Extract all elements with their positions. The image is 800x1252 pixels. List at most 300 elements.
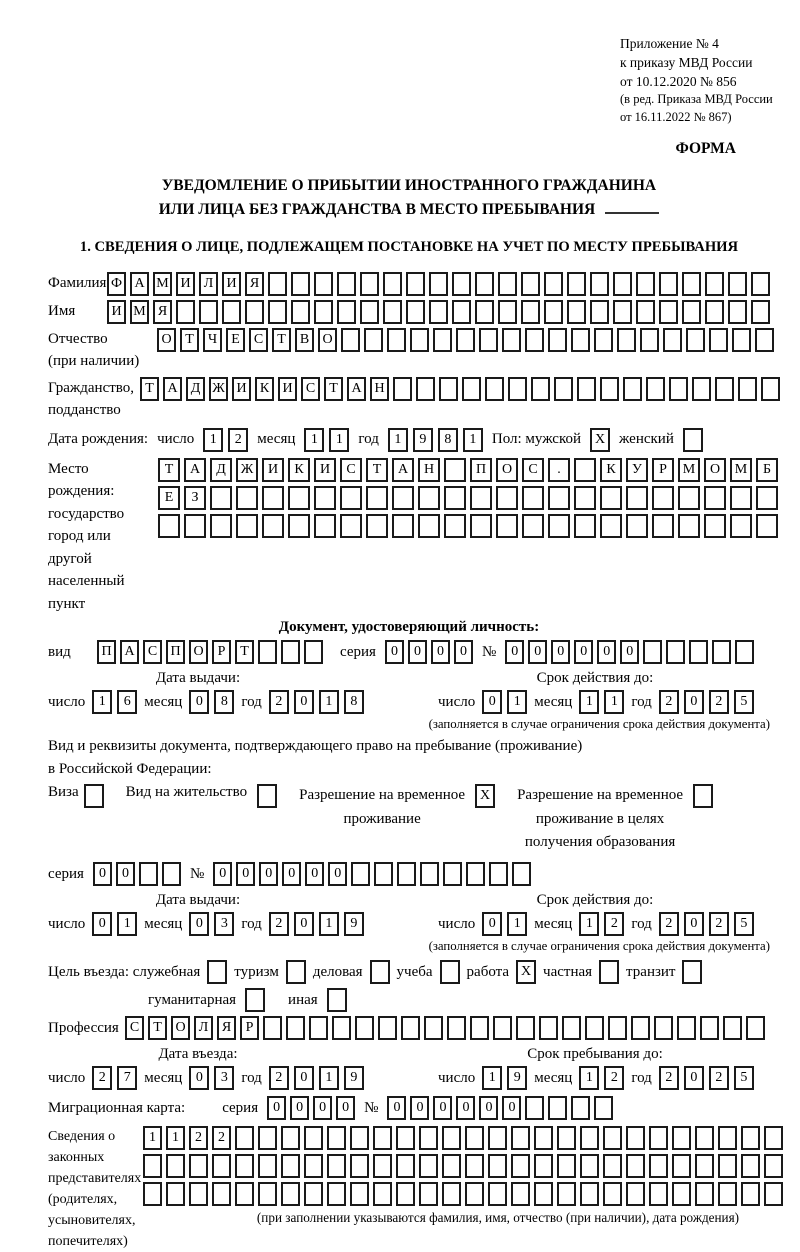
patronymic-cell[interactable] bbox=[686, 328, 705, 352]
representatives-cell[interactable] bbox=[396, 1154, 415, 1178]
citizenship-cell[interactable] bbox=[577, 377, 596, 401]
representatives-cell[interactable] bbox=[534, 1126, 553, 1150]
identity-valid-day-cell[interactable]: 1 bbox=[507, 690, 527, 714]
residence-number-cell[interactable]: 0 bbox=[259, 862, 278, 886]
representatives-cell[interactable] bbox=[603, 1126, 622, 1150]
identity-number-cell[interactable] bbox=[735, 640, 754, 664]
surname-cell[interactable] bbox=[567, 272, 586, 296]
birth-place-cell[interactable]: . bbox=[548, 458, 570, 482]
surname-cell[interactable] bbox=[475, 272, 494, 296]
representatives-cell[interactable] bbox=[649, 1154, 668, 1178]
firstname-cell[interactable] bbox=[222, 300, 241, 324]
patronymic-cell[interactable]: Е bbox=[226, 328, 245, 352]
purpose-tourism-checkbox[interactable] bbox=[286, 960, 306, 984]
residence-series-cell[interactable]: 0 bbox=[93, 862, 112, 886]
profession-cell[interactable] bbox=[263, 1016, 282, 1040]
birth-place-cell[interactable] bbox=[704, 486, 726, 510]
citizenship-cell[interactable]: И bbox=[278, 377, 297, 401]
firstname-cell[interactable] bbox=[383, 300, 402, 324]
citizenship-cell[interactable] bbox=[439, 377, 458, 401]
surname-cell[interactable]: И bbox=[222, 272, 241, 296]
profession-cell[interactable] bbox=[746, 1016, 765, 1040]
surname-cell[interactable]: И bbox=[176, 272, 195, 296]
citizenship-cell[interactable]: К bbox=[255, 377, 274, 401]
representatives-cell[interactable] bbox=[442, 1126, 461, 1150]
representatives-cell[interactable] bbox=[281, 1182, 300, 1206]
birth-place-cell[interactable]: О bbox=[496, 458, 518, 482]
birth-place-cell[interactable]: П bbox=[470, 458, 492, 482]
birth-year-cell[interactable]: 8 bbox=[438, 428, 458, 452]
representatives-cell[interactable] bbox=[166, 1154, 185, 1178]
profession-cell[interactable] bbox=[562, 1016, 581, 1040]
residence-valid-year-cell[interactable]: 5 bbox=[734, 912, 754, 936]
representatives-cell[interactable] bbox=[764, 1182, 783, 1206]
identity-valid-month-cell[interactable]: 1 bbox=[604, 690, 624, 714]
birth-place-cell[interactable] bbox=[340, 486, 362, 510]
profession-cell[interactable] bbox=[723, 1016, 742, 1040]
purpose-humanitarian-checkbox[interactable] bbox=[245, 988, 265, 1012]
firstname-cell[interactable] bbox=[199, 300, 218, 324]
citizenship-cell[interactable]: А bbox=[163, 377, 182, 401]
birth-place-cell[interactable] bbox=[418, 514, 440, 538]
entry-day-cell[interactable]: 7 bbox=[117, 1066, 137, 1090]
surname-cell[interactable] bbox=[337, 272, 356, 296]
birth-place-cell[interactable] bbox=[236, 486, 258, 510]
profession-cell[interactable] bbox=[516, 1016, 535, 1040]
birth-place-cell[interactable] bbox=[262, 486, 284, 510]
migration-number-cell[interactable]: 0 bbox=[502, 1096, 521, 1120]
representatives-cell[interactable] bbox=[580, 1126, 599, 1150]
patronymic-cell[interactable] bbox=[640, 328, 659, 352]
migration-number-cell[interactable]: 0 bbox=[410, 1096, 429, 1120]
residence-valid-year-cell[interactable]: 2 bbox=[709, 912, 729, 936]
birth-place-cell[interactable] bbox=[470, 486, 492, 510]
residence-valid-year-cell[interactable]: 0 bbox=[684, 912, 704, 936]
representatives-cell[interactable] bbox=[143, 1182, 162, 1206]
representatives-cell[interactable] bbox=[741, 1182, 760, 1206]
purpose-official-checkbox[interactable] bbox=[207, 960, 227, 984]
representatives-cell[interactable] bbox=[327, 1182, 346, 1206]
firstname-cell[interactable] bbox=[291, 300, 310, 324]
birth-place-cell[interactable] bbox=[496, 486, 518, 510]
birth-place-cell[interactable] bbox=[730, 514, 752, 538]
representatives-cell[interactable] bbox=[672, 1182, 691, 1206]
purpose-other-checkbox[interactable] bbox=[327, 988, 347, 1012]
representatives-cell[interactable] bbox=[603, 1182, 622, 1206]
profession-cell[interactable] bbox=[355, 1016, 374, 1040]
purpose-private-checkbox[interactable] bbox=[599, 960, 619, 984]
representatives-cell[interactable] bbox=[557, 1182, 576, 1206]
representatives-cell[interactable] bbox=[511, 1154, 530, 1178]
firstname-cell[interactable] bbox=[544, 300, 563, 324]
firstname-cell[interactable] bbox=[659, 300, 678, 324]
residence-issue-month-cell[interactable]: 0 bbox=[189, 912, 209, 936]
residence-series-cell[interactable]: 0 bbox=[116, 862, 135, 886]
patronymic-cell[interactable] bbox=[663, 328, 682, 352]
citizenship-cell[interactable] bbox=[600, 377, 619, 401]
patronymic-cell[interactable] bbox=[571, 328, 590, 352]
temp-residence-checkbox[interactable]: X bbox=[475, 784, 495, 808]
profession-cell[interactable] bbox=[539, 1016, 558, 1040]
surname-cell[interactable] bbox=[406, 272, 425, 296]
profession-cell[interactable] bbox=[424, 1016, 443, 1040]
birth-place-cell[interactable]: Н bbox=[418, 458, 440, 482]
representatives-cell[interactable] bbox=[465, 1126, 484, 1150]
identity-number-cell[interactable] bbox=[643, 640, 662, 664]
profession-cell[interactable] bbox=[608, 1016, 627, 1040]
birth-place-cell[interactable] bbox=[574, 458, 596, 482]
citizenship-cell[interactable] bbox=[715, 377, 734, 401]
surname-cell[interactable] bbox=[521, 272, 540, 296]
citizenship-cell[interactable] bbox=[669, 377, 688, 401]
sex-male-checkbox[interactable]: X bbox=[590, 428, 610, 452]
patronymic-cell[interactable] bbox=[755, 328, 774, 352]
identity-number-cell[interactable] bbox=[712, 640, 731, 664]
birth-place-cell[interactable] bbox=[548, 514, 570, 538]
identity-issue-day-cell[interactable]: 6 bbox=[117, 690, 137, 714]
representatives-cell[interactable] bbox=[603, 1154, 622, 1178]
firstname-cell[interactable] bbox=[613, 300, 632, 324]
birth-place-cell[interactable]: Д bbox=[210, 458, 232, 482]
profession-cell[interactable] bbox=[654, 1016, 673, 1040]
profession-cell[interactable] bbox=[447, 1016, 466, 1040]
birth-place-cell[interactable] bbox=[678, 486, 700, 510]
firstname-cell[interactable] bbox=[406, 300, 425, 324]
representatives-cell[interactable] bbox=[350, 1154, 369, 1178]
profession-cell[interactable] bbox=[332, 1016, 351, 1040]
identity-series-cell[interactable]: 0 bbox=[385, 640, 404, 664]
patronymic-cell[interactable] bbox=[617, 328, 636, 352]
residence-number-cell[interactable] bbox=[466, 862, 485, 886]
identity-kind-cell[interactable]: Р bbox=[212, 640, 231, 664]
patronymic-cell[interactable] bbox=[364, 328, 383, 352]
citizenship-cell[interactable]: Ж bbox=[209, 377, 228, 401]
patronymic-cell[interactable] bbox=[479, 328, 498, 352]
birth-day-cell[interactable]: 1 bbox=[203, 428, 223, 452]
birth-place-cell[interactable]: У bbox=[626, 458, 648, 482]
representatives-cell[interactable] bbox=[281, 1126, 300, 1150]
identity-kind-cell[interactable]: П bbox=[97, 640, 116, 664]
birth-place-cell[interactable] bbox=[158, 514, 180, 538]
firstname-cell[interactable] bbox=[751, 300, 770, 324]
birth-place-cell[interactable]: К bbox=[288, 458, 310, 482]
surname-cell[interactable] bbox=[544, 272, 563, 296]
birth-place-cell[interactable] bbox=[444, 486, 466, 510]
firstname-cell[interactable] bbox=[705, 300, 724, 324]
representatives-cell[interactable]: 1 bbox=[166, 1126, 185, 1150]
birth-month-cell[interactable]: 1 bbox=[329, 428, 349, 452]
representatives-cell[interactable] bbox=[281, 1154, 300, 1178]
residence-issue-day-cell[interactable]: 1 bbox=[117, 912, 137, 936]
representatives-cell[interactable] bbox=[304, 1182, 323, 1206]
birth-place-cell[interactable] bbox=[288, 514, 310, 538]
birth-place-cell[interactable] bbox=[366, 514, 388, 538]
birth-place-cell[interactable]: З bbox=[184, 486, 206, 510]
birth-place-cell[interactable] bbox=[756, 486, 778, 510]
migration-series-cell[interactable]: 0 bbox=[336, 1096, 355, 1120]
identity-kind-cell[interactable]: С bbox=[143, 640, 162, 664]
surname-cell[interactable] bbox=[728, 272, 747, 296]
stay-year-cell[interactable]: 2 bbox=[709, 1066, 729, 1090]
migration-number-cell[interactable] bbox=[571, 1096, 590, 1120]
birth-place-cell[interactable] bbox=[444, 458, 466, 482]
identity-valid-year-cell[interactable]: 0 bbox=[684, 690, 704, 714]
patronymic-cell[interactable]: О bbox=[318, 328, 337, 352]
birth-year-cell[interactable]: 1 bbox=[388, 428, 408, 452]
identity-issue-day-cell[interactable]: 1 bbox=[92, 690, 112, 714]
residence-valid-year-cell[interactable]: 2 bbox=[659, 912, 679, 936]
identity-kind-cell[interactable] bbox=[258, 640, 277, 664]
identity-kind-cell[interactable]: А bbox=[120, 640, 139, 664]
stay-month-cell[interactable]: 2 bbox=[604, 1066, 624, 1090]
firstname-cell[interactable] bbox=[360, 300, 379, 324]
visa-checkbox[interactable] bbox=[84, 784, 104, 808]
birth-place-cell[interactable] bbox=[704, 514, 726, 538]
representatives-cell[interactable] bbox=[396, 1126, 415, 1150]
stay-day-cell[interactable]: 1 bbox=[482, 1066, 502, 1090]
birth-month-cell[interactable]: 1 bbox=[304, 428, 324, 452]
profession-cell[interactable]: Л bbox=[194, 1016, 213, 1040]
identity-number-cell[interactable]: 0 bbox=[574, 640, 593, 664]
surname-cell[interactable] bbox=[682, 272, 701, 296]
representatives-cell[interactable] bbox=[373, 1182, 392, 1206]
citizenship-cell[interactable]: Д bbox=[186, 377, 205, 401]
surname-cell[interactable] bbox=[291, 272, 310, 296]
residence-permit-checkbox[interactable] bbox=[257, 784, 277, 808]
surname-cell[interactable] bbox=[452, 272, 471, 296]
identity-number-cell[interactable] bbox=[689, 640, 708, 664]
birth-place-cell[interactable]: Р bbox=[652, 458, 674, 482]
birth-place-cell[interactable] bbox=[418, 486, 440, 510]
birth-place-cell[interactable]: О bbox=[704, 458, 726, 482]
birth-year-cell[interactable]: 9 bbox=[413, 428, 433, 452]
representatives-cell[interactable] bbox=[350, 1126, 369, 1150]
identity-issue-year-cell[interactable]: 1 bbox=[319, 690, 339, 714]
stay-year-cell[interactable]: 2 bbox=[659, 1066, 679, 1090]
identity-series-cell[interactable]: 0 bbox=[408, 640, 427, 664]
identity-issue-year-cell[interactable]: 2 bbox=[269, 690, 289, 714]
birth-place-cell[interactable]: К bbox=[600, 458, 622, 482]
birth-place-cell[interactable] bbox=[678, 514, 700, 538]
identity-kind-cell[interactable] bbox=[304, 640, 323, 664]
firstname-cell[interactable]: М bbox=[130, 300, 149, 324]
identity-number-cell[interactable]: 0 bbox=[505, 640, 524, 664]
birth-place-cell[interactable] bbox=[340, 514, 362, 538]
representatives-cell[interactable] bbox=[672, 1154, 691, 1178]
firstname-cell[interactable] bbox=[728, 300, 747, 324]
identity-valid-month-cell[interactable]: 1 bbox=[579, 690, 599, 714]
representatives-cell[interactable] bbox=[166, 1182, 185, 1206]
stay-day-cell[interactable]: 9 bbox=[507, 1066, 527, 1090]
representatives-cell[interactable] bbox=[580, 1182, 599, 1206]
purpose-business-checkbox[interactable] bbox=[370, 960, 390, 984]
surname-cell[interactable] bbox=[314, 272, 333, 296]
surname-cell[interactable] bbox=[659, 272, 678, 296]
representatives-cell[interactable] bbox=[764, 1126, 783, 1150]
identity-issue-month-cell[interactable]: 0 bbox=[189, 690, 209, 714]
identity-series-cell[interactable]: 0 bbox=[431, 640, 450, 664]
firstname-cell[interactable]: Я bbox=[153, 300, 172, 324]
birth-place-cell[interactable] bbox=[574, 486, 596, 510]
representatives-cell[interactable] bbox=[235, 1154, 254, 1178]
birth-place-cell[interactable] bbox=[262, 514, 284, 538]
firstname-cell[interactable] bbox=[567, 300, 586, 324]
citizenship-cell[interactable] bbox=[485, 377, 504, 401]
entry-year-cell[interactable]: 0 bbox=[294, 1066, 314, 1090]
representatives-cell[interactable] bbox=[764, 1154, 783, 1178]
representatives-cell[interactable] bbox=[649, 1182, 668, 1206]
residence-series-cell[interactable] bbox=[139, 862, 158, 886]
citizenship-cell[interactable] bbox=[623, 377, 642, 401]
sex-female-checkbox[interactable] bbox=[683, 428, 703, 452]
representatives-cell[interactable] bbox=[189, 1182, 208, 1206]
birth-place-cell[interactable]: И bbox=[314, 458, 336, 482]
birth-day-cell[interactable]: 2 bbox=[228, 428, 248, 452]
representatives-cell[interactable] bbox=[695, 1154, 714, 1178]
profession-cell[interactable] bbox=[585, 1016, 604, 1040]
residence-valid-day-cell[interactable]: 1 bbox=[507, 912, 527, 936]
purpose-transit-checkbox[interactable] bbox=[682, 960, 702, 984]
representatives-cell[interactable] bbox=[534, 1154, 553, 1178]
birth-place-cell[interactable]: С bbox=[522, 458, 544, 482]
residence-valid-month-cell[interactable]: 1 bbox=[579, 912, 599, 936]
representatives-cell[interactable] bbox=[258, 1126, 277, 1150]
citizenship-cell[interactable]: Т bbox=[140, 377, 159, 401]
patronymic-cell[interactable] bbox=[456, 328, 475, 352]
birth-place-cell[interactable] bbox=[184, 514, 206, 538]
firstname-cell[interactable] bbox=[268, 300, 287, 324]
representatives-cell[interactable] bbox=[626, 1126, 645, 1150]
migration-number-cell[interactable] bbox=[548, 1096, 567, 1120]
citizenship-cell[interactable]: С bbox=[301, 377, 320, 401]
residence-issue-year-cell[interactable]: 0 bbox=[294, 912, 314, 936]
migration-series-cell[interactable]: 0 bbox=[290, 1096, 309, 1120]
citizenship-cell[interactable] bbox=[761, 377, 780, 401]
profession-cell[interactable] bbox=[401, 1016, 420, 1040]
residence-number-cell[interactable] bbox=[512, 862, 531, 886]
patronymic-cell[interactable] bbox=[525, 328, 544, 352]
identity-kind-cell[interactable]: П bbox=[166, 640, 185, 664]
surname-cell[interactable] bbox=[429, 272, 448, 296]
identity-number-cell[interactable]: 0 bbox=[620, 640, 639, 664]
birth-place-cell[interactable] bbox=[626, 486, 648, 510]
representatives-cell[interactable] bbox=[626, 1154, 645, 1178]
entry-day-cell[interactable]: 2 bbox=[92, 1066, 112, 1090]
residence-issue-year-cell[interactable]: 2 bbox=[269, 912, 289, 936]
migration-series-cell[interactable]: 0 bbox=[267, 1096, 286, 1120]
representatives-cell[interactable] bbox=[741, 1154, 760, 1178]
profession-cell[interactable] bbox=[470, 1016, 489, 1040]
profession-cell[interactable] bbox=[677, 1016, 696, 1040]
patronymic-cell[interactable]: С bbox=[249, 328, 268, 352]
residence-valid-month-cell[interactable]: 2 bbox=[604, 912, 624, 936]
profession-cell[interactable] bbox=[286, 1016, 305, 1040]
profession-cell[interactable] bbox=[493, 1016, 512, 1040]
representatives-cell[interactable] bbox=[580, 1154, 599, 1178]
representatives-cell[interactable] bbox=[718, 1182, 737, 1206]
identity-number-cell[interactable]: 0 bbox=[528, 640, 547, 664]
surname-cell[interactable]: А bbox=[130, 272, 149, 296]
representatives-cell[interactable] bbox=[672, 1126, 691, 1150]
identity-valid-year-cell[interactable]: 5 bbox=[734, 690, 754, 714]
residence-issue-month-cell[interactable]: 3 bbox=[214, 912, 234, 936]
migration-number-cell[interactable]: 0 bbox=[433, 1096, 452, 1120]
migration-number-cell[interactable]: 0 bbox=[479, 1096, 498, 1120]
surname-cell[interactable] bbox=[705, 272, 724, 296]
patronymic-cell[interactable] bbox=[594, 328, 613, 352]
representatives-cell[interactable]: 2 bbox=[212, 1126, 231, 1150]
patronymic-cell[interactable] bbox=[410, 328, 429, 352]
identity-kind-cell[interactable]: Т bbox=[235, 640, 254, 664]
residence-number-cell[interactable] bbox=[397, 862, 416, 886]
surname-cell[interactable]: Я bbox=[245, 272, 264, 296]
firstname-cell[interactable] bbox=[590, 300, 609, 324]
representatives-cell[interactable] bbox=[511, 1126, 530, 1150]
representatives-cell[interactable] bbox=[557, 1154, 576, 1178]
representatives-cell[interactable] bbox=[258, 1154, 277, 1178]
entry-month-cell[interactable]: 3 bbox=[214, 1066, 234, 1090]
representatives-cell[interactable] bbox=[488, 1182, 507, 1206]
identity-number-cell[interactable] bbox=[666, 640, 685, 664]
citizenship-cell[interactable] bbox=[692, 377, 711, 401]
representatives-cell[interactable] bbox=[695, 1182, 714, 1206]
migration-number-cell[interactable]: 0 bbox=[387, 1096, 406, 1120]
surname-cell[interactable]: Ф bbox=[107, 272, 126, 296]
entry-month-cell[interactable]: 0 bbox=[189, 1066, 209, 1090]
identity-valid-day-cell[interactable]: 0 bbox=[482, 690, 502, 714]
surname-cell[interactable] bbox=[498, 272, 517, 296]
birth-place-cell[interactable]: И bbox=[262, 458, 284, 482]
purpose-work-checkbox[interactable]: X bbox=[516, 960, 536, 984]
birth-place-cell[interactable] bbox=[210, 486, 232, 510]
entry-year-cell[interactable]: 1 bbox=[319, 1066, 339, 1090]
birth-year-cell[interactable]: 1 bbox=[463, 428, 483, 452]
surname-cell[interactable] bbox=[360, 272, 379, 296]
representatives-cell[interactable] bbox=[511, 1182, 530, 1206]
firstname-cell[interactable] bbox=[314, 300, 333, 324]
birth-place-cell[interactable] bbox=[392, 514, 414, 538]
stay-month-cell[interactable]: 1 bbox=[579, 1066, 599, 1090]
identity-kind-cell[interactable]: О bbox=[189, 640, 208, 664]
identity-valid-year-cell[interactable]: 2 bbox=[709, 690, 729, 714]
representatives-cell[interactable] bbox=[373, 1154, 392, 1178]
residence-issue-year-cell[interactable]: 1 bbox=[319, 912, 339, 936]
representatives-cell[interactable] bbox=[442, 1182, 461, 1206]
birth-place-cell[interactable]: Т bbox=[158, 458, 180, 482]
firstname-cell[interactable] bbox=[636, 300, 655, 324]
firstname-cell[interactable] bbox=[452, 300, 471, 324]
representatives-cell[interactable] bbox=[235, 1182, 254, 1206]
surname-cell[interactable]: М bbox=[153, 272, 172, 296]
firstname-cell[interactable] bbox=[521, 300, 540, 324]
profession-cell[interactable] bbox=[631, 1016, 650, 1040]
birth-place-cell[interactable] bbox=[652, 486, 674, 510]
patronymic-cell[interactable] bbox=[732, 328, 751, 352]
birth-place-cell[interactable]: Т bbox=[366, 458, 388, 482]
representatives-cell[interactable] bbox=[373, 1126, 392, 1150]
citizenship-cell[interactable] bbox=[462, 377, 481, 401]
residence-number-cell[interactable]: 0 bbox=[282, 862, 301, 886]
surname-cell[interactable] bbox=[268, 272, 287, 296]
patronymic-cell[interactable] bbox=[502, 328, 521, 352]
residence-number-cell[interactable] bbox=[374, 862, 393, 886]
patronymic-cell[interactable]: В bbox=[295, 328, 314, 352]
citizenship-cell[interactable] bbox=[531, 377, 550, 401]
representatives-cell[interactable] bbox=[718, 1126, 737, 1150]
representatives-cell[interactable] bbox=[557, 1126, 576, 1150]
birth-place-cell[interactable] bbox=[444, 514, 466, 538]
residence-number-cell[interactable]: 0 bbox=[213, 862, 232, 886]
